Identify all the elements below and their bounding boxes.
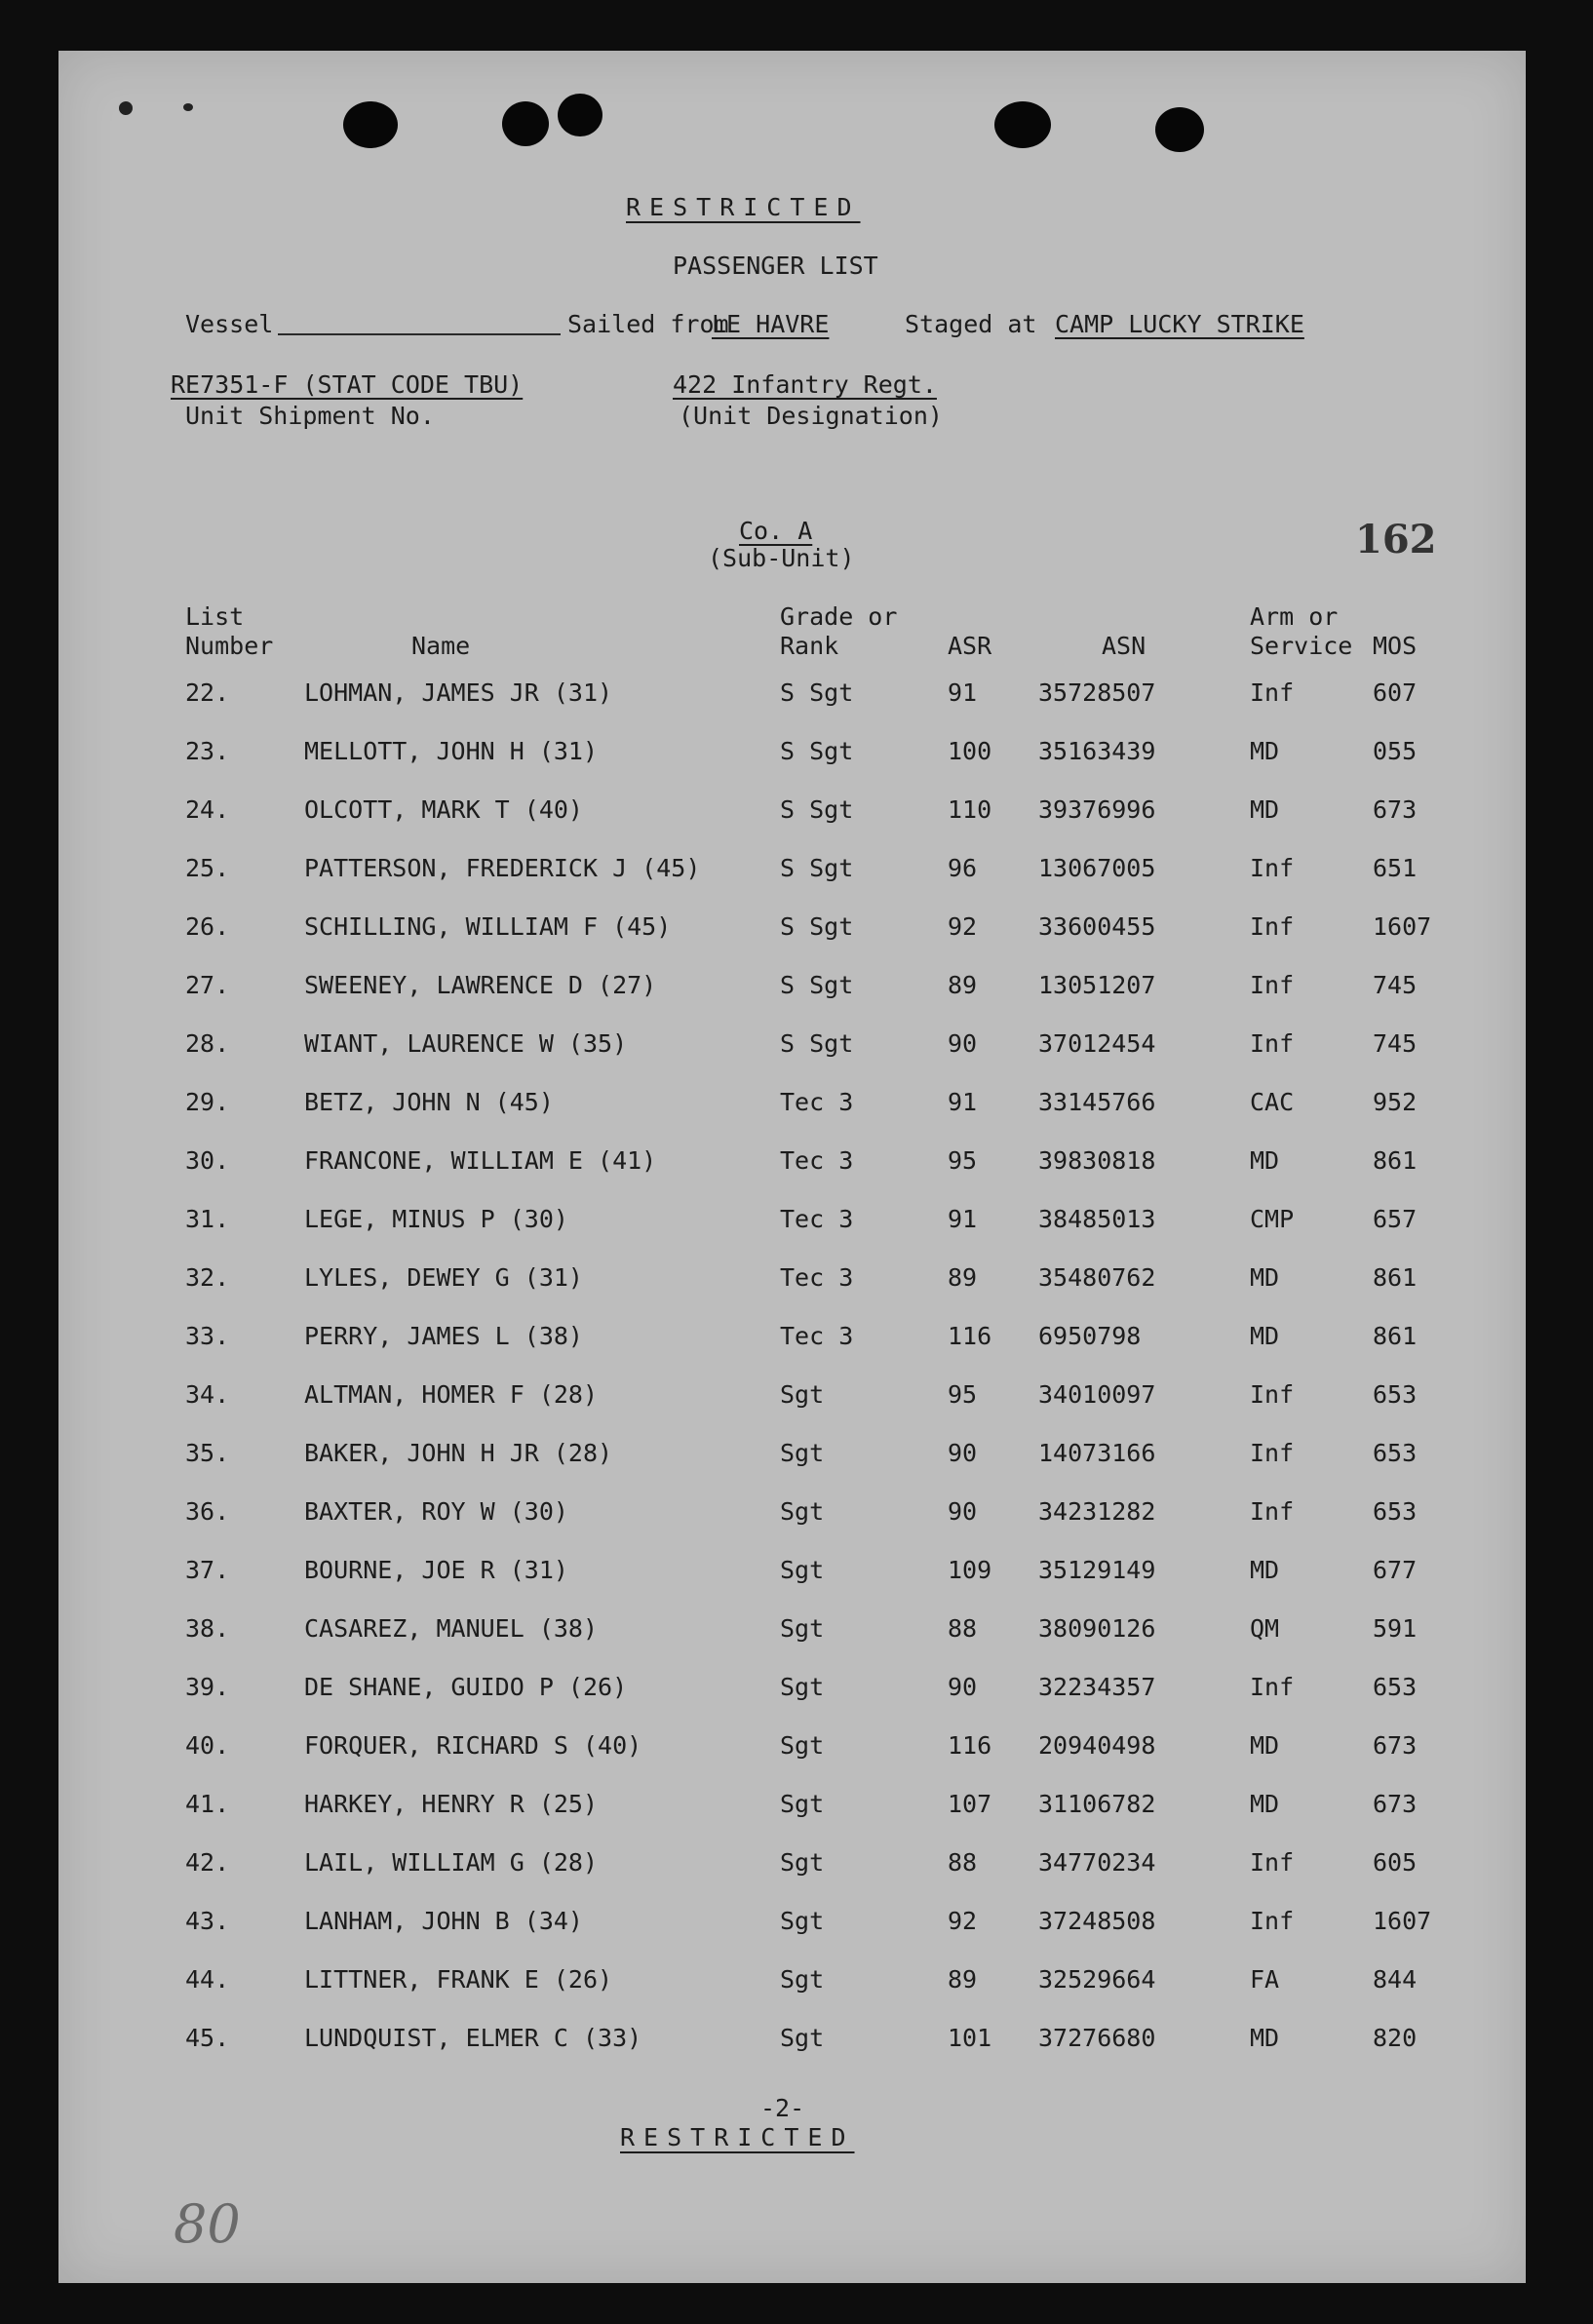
col-asn: ASN bbox=[1102, 632, 1146, 660]
document-page bbox=[58, 51, 1526, 2283]
row-arm: MD bbox=[1250, 2024, 1280, 2052]
row-asr: 92 bbox=[948, 1907, 978, 1935]
row-name: HARKEY, HENRY R (25) bbox=[304, 1790, 599, 1818]
row-arm: MD bbox=[1250, 795, 1280, 824]
row-list-number: 38. bbox=[185, 1614, 230, 1643]
row-arm: MD bbox=[1250, 1731, 1280, 1760]
row-mos: 677 bbox=[1373, 1556, 1418, 1584]
row-asn: 34770234 bbox=[1038, 1848, 1156, 1877]
row-grade: Sgt bbox=[780, 1556, 825, 1584]
row-arm: Inf bbox=[1250, 1848, 1295, 1877]
row-name: SWEENEY, LAWRENCE D (27) bbox=[304, 971, 657, 999]
sailed-from-value: LE HAVRE bbox=[712, 310, 830, 338]
row-mos: 607 bbox=[1373, 678, 1418, 707]
row-arm: Inf bbox=[1250, 1029, 1295, 1058]
row-list-number: 25. bbox=[185, 854, 230, 882]
row-arm: Inf bbox=[1250, 1673, 1295, 1701]
row-asn: 6950798 bbox=[1038, 1322, 1142, 1350]
row-name: PERRY, JAMES L (38) bbox=[304, 1322, 583, 1350]
row-name: DE SHANE, GUIDO P (26) bbox=[304, 1673, 628, 1701]
classification-bottom: RESTRICTED bbox=[620, 2123, 855, 2151]
col-asr: ASR bbox=[948, 632, 992, 660]
col-arm-2: Service bbox=[1250, 632, 1353, 660]
sub-unit: Co. A bbox=[739, 517, 813, 545]
document-title: PASSENGER LIST bbox=[673, 252, 878, 280]
row-name: LITTNER, FRANK E (26) bbox=[304, 1965, 613, 1994]
col-list-number-1: List bbox=[185, 602, 245, 631]
row-name: LAIL, WILLIAM G (28) bbox=[304, 1848, 599, 1877]
unit-shipment-label: Unit Shipment No. bbox=[185, 402, 435, 430]
row-arm: Inf bbox=[1250, 854, 1295, 882]
row-arm: MD bbox=[1250, 1322, 1280, 1350]
row-asn: 13051207 bbox=[1038, 971, 1156, 999]
row-mos: 673 bbox=[1373, 1790, 1418, 1818]
row-asr: 90 bbox=[948, 1439, 978, 1467]
row-mos: 1607 bbox=[1373, 1907, 1432, 1935]
row-mos: 657 bbox=[1373, 1205, 1418, 1233]
row-name: LYLES, DEWEY G (31) bbox=[304, 1263, 583, 1292]
row-list-number: 29. bbox=[185, 1088, 230, 1116]
row-arm: CMP bbox=[1250, 1205, 1295, 1233]
row-asr: 95 bbox=[948, 1146, 978, 1175]
row-asn: 37276680 bbox=[1038, 2024, 1156, 2052]
row-asn: 35129149 bbox=[1038, 1556, 1156, 1584]
row-grade: S Sgt bbox=[780, 971, 854, 999]
row-name: WIANT, LAURENCE W (35) bbox=[304, 1029, 628, 1058]
row-asr: 110 bbox=[948, 795, 992, 824]
row-mos: 844 bbox=[1373, 1965, 1418, 1994]
row-mos: 653 bbox=[1373, 1673, 1418, 1701]
row-grade: Sgt bbox=[780, 1497, 825, 1526]
row-list-number: 34. bbox=[185, 1380, 230, 1409]
row-name: CASAREZ, MANUEL (38) bbox=[304, 1614, 599, 1643]
row-arm: QM bbox=[1250, 1614, 1280, 1643]
row-name: OLCOTT, MARK T (40) bbox=[304, 795, 583, 824]
row-asr: 116 bbox=[948, 1731, 992, 1760]
row-arm: Inf bbox=[1250, 912, 1295, 941]
row-asn: 35728507 bbox=[1038, 678, 1156, 707]
row-asr: 88 bbox=[948, 1614, 978, 1643]
row-grade: Tec 3 bbox=[780, 1263, 854, 1292]
row-name: FRANCONE, WILLIAM E (41) bbox=[304, 1146, 657, 1175]
row-asr: 88 bbox=[948, 1848, 978, 1877]
punch-hole bbox=[1155, 107, 1204, 152]
row-list-number: 42. bbox=[185, 1848, 230, 1877]
vessel-blank bbox=[278, 333, 561, 335]
row-asr: 100 bbox=[948, 737, 992, 765]
row-list-number: 44. bbox=[185, 1965, 230, 1994]
row-name: LUNDQUIST, ELMER C (33) bbox=[304, 2024, 642, 2052]
sub-unit-label: (Sub-Unit) bbox=[708, 544, 855, 572]
row-arm: Inf bbox=[1250, 1380, 1295, 1409]
staged-at-label: Staged at bbox=[905, 310, 1037, 338]
row-mos: 745 bbox=[1373, 971, 1418, 999]
row-arm: Inf bbox=[1250, 971, 1295, 999]
row-mos: 653 bbox=[1373, 1380, 1418, 1409]
stamped-page-number: 162 bbox=[1355, 517, 1437, 562]
row-asr: 91 bbox=[948, 1205, 978, 1233]
col-name: Name bbox=[411, 632, 471, 660]
row-asn: 39376996 bbox=[1038, 795, 1156, 824]
row-asr: 90 bbox=[948, 1029, 978, 1058]
row-asr: 90 bbox=[948, 1497, 978, 1526]
row-mos: 653 bbox=[1373, 1439, 1418, 1467]
row-mos: 673 bbox=[1373, 1731, 1418, 1760]
row-grade: Sgt bbox=[780, 1673, 825, 1701]
row-asr: 107 bbox=[948, 1790, 992, 1818]
row-asr: 89 bbox=[948, 1965, 978, 1994]
row-name: LANHAM, JOHN B (34) bbox=[304, 1907, 583, 1935]
row-mos: 861 bbox=[1373, 1263, 1418, 1292]
row-mos: 1607 bbox=[1373, 912, 1432, 941]
page-number: -2- bbox=[760, 2094, 805, 2122]
row-arm: MD bbox=[1250, 1790, 1280, 1818]
ink-speck bbox=[119, 101, 133, 115]
row-list-number: 30. bbox=[185, 1146, 230, 1175]
row-mos: 820 bbox=[1373, 2024, 1418, 2052]
row-name: BOURNE, JOE R (31) bbox=[304, 1556, 568, 1584]
row-asn: 33600455 bbox=[1038, 912, 1156, 941]
row-grade: Sgt bbox=[780, 1614, 825, 1643]
col-mos: MOS bbox=[1373, 632, 1418, 660]
row-list-number: 24. bbox=[185, 795, 230, 824]
row-list-number: 26. bbox=[185, 912, 230, 941]
row-grade: Sgt bbox=[780, 1731, 825, 1760]
row-name: MELLOTT, JOHN H (31) bbox=[304, 737, 599, 765]
row-grade: Sgt bbox=[780, 1907, 825, 1935]
row-arm: MD bbox=[1250, 737, 1280, 765]
row-asn: 38090126 bbox=[1038, 1614, 1156, 1643]
row-asn: 34231282 bbox=[1038, 1497, 1156, 1526]
classification-top: RESTRICTED bbox=[626, 193, 861, 221]
row-asr: 89 bbox=[948, 971, 978, 999]
row-arm: Inf bbox=[1250, 1907, 1295, 1935]
row-name: ALTMAN, HOMER F (28) bbox=[304, 1380, 599, 1409]
row-asn: 37012454 bbox=[1038, 1029, 1156, 1058]
row-list-number: 45. bbox=[185, 2024, 230, 2052]
row-list-number: 33. bbox=[185, 1322, 230, 1350]
row-arm: Inf bbox=[1250, 1497, 1295, 1526]
row-grade: S Sgt bbox=[780, 1029, 854, 1058]
row-list-number: 22. bbox=[185, 678, 230, 707]
row-grade: Tec 3 bbox=[780, 1146, 854, 1175]
row-grade: Tec 3 bbox=[780, 1205, 854, 1233]
row-name: BAKER, JOHN H JR (28) bbox=[304, 1439, 613, 1467]
row-asn: 35480762 bbox=[1038, 1263, 1156, 1292]
sailed-from-label: Sailed from bbox=[567, 310, 729, 338]
row-asr: 109 bbox=[948, 1556, 992, 1584]
pencil-annotation: 80 bbox=[174, 2193, 241, 2255]
row-asn: 32234357 bbox=[1038, 1673, 1156, 1701]
row-grade: Sgt bbox=[780, 1380, 825, 1409]
row-arm: Inf bbox=[1250, 1439, 1295, 1467]
row-mos: 055 bbox=[1373, 737, 1418, 765]
row-list-number: 27. bbox=[185, 971, 230, 999]
row-grade: Tec 3 bbox=[780, 1088, 854, 1116]
row-asn: 32529664 bbox=[1038, 1965, 1156, 1994]
row-grade: S Sgt bbox=[780, 678, 854, 707]
row-grade: Tec 3 bbox=[780, 1322, 854, 1350]
row-asr: 89 bbox=[948, 1263, 978, 1292]
row-grade: S Sgt bbox=[780, 795, 854, 824]
row-grade: Sgt bbox=[780, 1965, 825, 1994]
punch-hole bbox=[558, 94, 602, 136]
row-asr: 92 bbox=[948, 912, 978, 941]
row-mos: 651 bbox=[1373, 854, 1418, 882]
punch-hole bbox=[502, 101, 549, 146]
row-name: LOHMAN, JAMES JR (31) bbox=[304, 678, 613, 707]
unit-designation-label: (Unit Designation) bbox=[679, 402, 943, 430]
row-asn: 37248508 bbox=[1038, 1907, 1156, 1935]
row-mos: 605 bbox=[1373, 1848, 1418, 1877]
row-name: LEGE, MINUS P (30) bbox=[304, 1205, 568, 1233]
row-arm: FA bbox=[1250, 1965, 1280, 1994]
row-name: BAXTER, ROY W (30) bbox=[304, 1497, 568, 1526]
row-arm: MD bbox=[1250, 1556, 1280, 1584]
row-asr: 95 bbox=[948, 1380, 978, 1409]
col-grade-2: Rank bbox=[780, 632, 839, 660]
row-name: SCHILLING, WILLIAM F (45) bbox=[304, 912, 672, 941]
row-mos: 653 bbox=[1373, 1497, 1418, 1526]
row-asn: 35163439 bbox=[1038, 737, 1156, 765]
row-list-number: 28. bbox=[185, 1029, 230, 1058]
row-mos: 591 bbox=[1373, 1614, 1418, 1643]
row-mos: 952 bbox=[1373, 1088, 1418, 1116]
row-grade: S Sgt bbox=[780, 854, 854, 882]
row-name: PATTERSON, FREDERICK J (45) bbox=[304, 854, 701, 882]
row-name: BETZ, JOHN N (45) bbox=[304, 1088, 554, 1116]
row-asr: 91 bbox=[948, 1088, 978, 1116]
punch-hole bbox=[343, 101, 398, 148]
row-list-number: 35. bbox=[185, 1439, 230, 1467]
row-grade: Sgt bbox=[780, 1790, 825, 1818]
row-asn: 13067005 bbox=[1038, 854, 1156, 882]
row-asn: 39830818 bbox=[1038, 1146, 1156, 1175]
row-list-number: 36. bbox=[185, 1497, 230, 1526]
row-asr: 101 bbox=[948, 2024, 992, 2052]
row-asn: 31106782 bbox=[1038, 1790, 1156, 1818]
row-asr: 90 bbox=[948, 1673, 978, 1701]
row-list-number: 39. bbox=[185, 1673, 230, 1701]
row-list-number: 37. bbox=[185, 1556, 230, 1584]
punch-hole bbox=[994, 101, 1051, 148]
row-asn: 14073166 bbox=[1038, 1439, 1156, 1467]
row-list-number: 31. bbox=[185, 1205, 230, 1233]
row-asn: 33145766 bbox=[1038, 1088, 1156, 1116]
row-asn: 20940498 bbox=[1038, 1731, 1156, 1760]
row-grade: Sgt bbox=[780, 2024, 825, 2052]
row-list-number: 41. bbox=[185, 1790, 230, 1818]
row-grade: Sgt bbox=[780, 1848, 825, 1877]
row-list-number: 32. bbox=[185, 1263, 230, 1292]
ink-speck bbox=[183, 103, 193, 111]
row-mos: 673 bbox=[1373, 795, 1418, 824]
row-name: FORQUER, RICHARD S (40) bbox=[304, 1731, 642, 1760]
row-mos: 861 bbox=[1373, 1146, 1418, 1175]
col-list-number-2: Number bbox=[185, 632, 274, 660]
row-list-number: 23. bbox=[185, 737, 230, 765]
row-mos: 745 bbox=[1373, 1029, 1418, 1058]
row-arm: MD bbox=[1250, 1146, 1280, 1175]
row-grade: S Sgt bbox=[780, 912, 854, 941]
col-arm-1: Arm or bbox=[1250, 602, 1339, 631]
unit-shipment-number: RE7351-F (STAT CODE TBU) bbox=[171, 370, 524, 399]
row-list-number: 40. bbox=[185, 1731, 230, 1760]
col-grade-1: Grade or bbox=[780, 602, 898, 631]
row-list-number: 43. bbox=[185, 1907, 230, 1935]
row-asr: 91 bbox=[948, 678, 978, 707]
row-arm: Inf bbox=[1250, 678, 1295, 707]
unit-designation: 422 Infantry Regt. bbox=[673, 370, 937, 399]
row-arm: CAC bbox=[1250, 1088, 1295, 1116]
row-grade: Sgt bbox=[780, 1439, 825, 1467]
vessel-label: Vessel bbox=[185, 310, 274, 338]
row-asn: 38485013 bbox=[1038, 1205, 1156, 1233]
row-mos: 861 bbox=[1373, 1322, 1418, 1350]
staged-at-value: CAMP LUCKY STRIKE bbox=[1055, 310, 1304, 338]
row-arm: MD bbox=[1250, 1263, 1280, 1292]
row-asr: 116 bbox=[948, 1322, 992, 1350]
row-grade: S Sgt bbox=[780, 737, 854, 765]
row-asn: 34010097 bbox=[1038, 1380, 1156, 1409]
row-asr: 96 bbox=[948, 854, 978, 882]
